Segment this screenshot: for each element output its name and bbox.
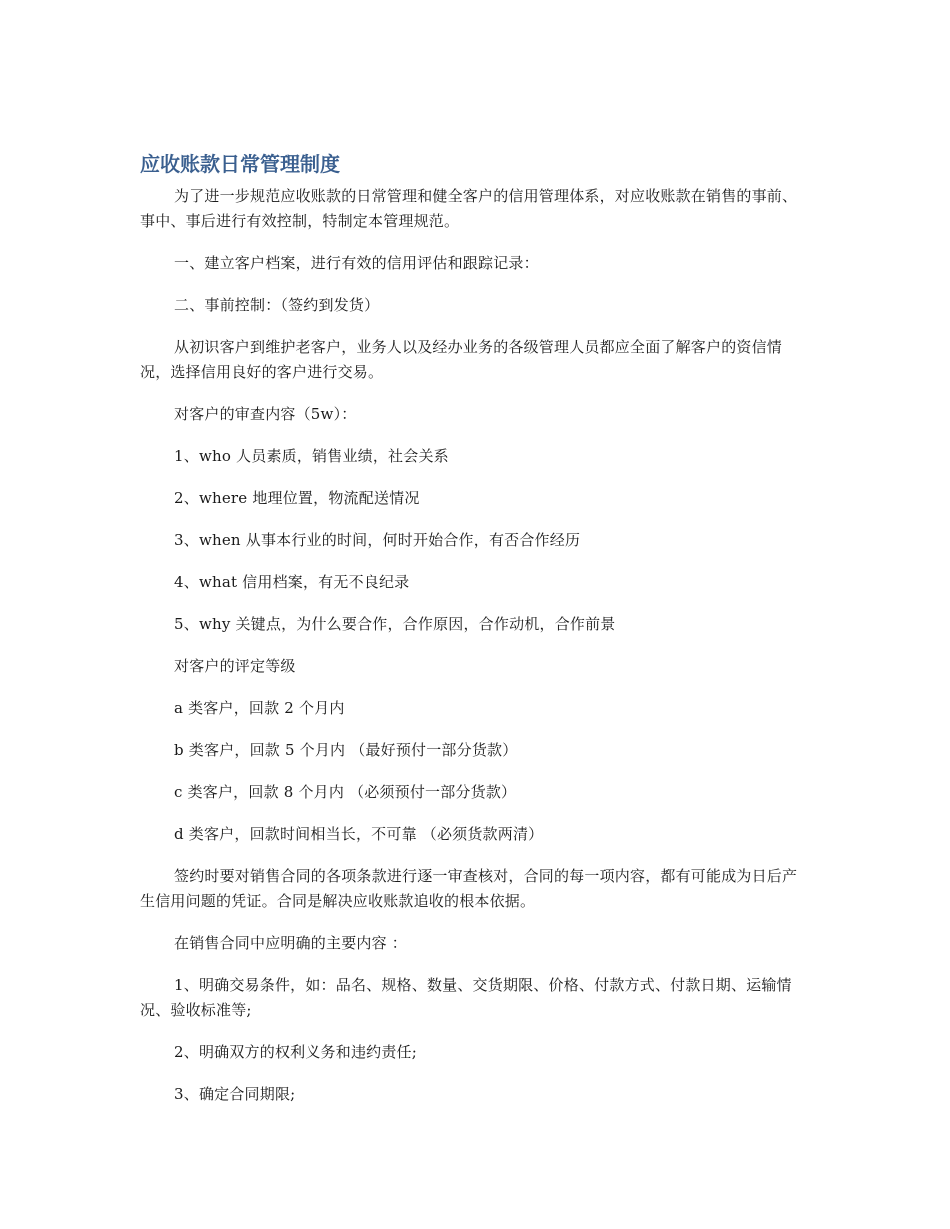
paragraph-section-2: 二、事前控制：（签约到发货） <box>174 296 380 314</box>
paragraph-customer-overview: 从初识客户到维护老客户，业务人以及经办业务的各级管理人员都应全面了解客户的资信情况，选择信用良好的客户进行交易。 <box>140 338 783 381</box>
document-title: 应收账款日常管理制度 <box>140 152 340 176</box>
paragraph-contract-review: 签约时要对销售合同的各项条款进行逐一审查核对，合同的每一项内容，都有可能成为日后产生信用问题的凭证。合同是解决应收账款追收的根本依据。 <box>140 867 798 910</box>
list-item-when: 3、when 从事本行业的时间，何时开始合作，有否合作经历 <box>174 531 581 549</box>
rating-d: d 类客户，回款时间相当长，不可靠 （必须货款两清） <box>174 825 544 843</box>
paragraph-intro: 为了进一步规范应收账款的日常管理和健全客户的信用管理体系，对应收账款在销售的事前、事中、事后进行有效控制，特制定本管理规范。 <box>140 187 798 230</box>
contract-item-3: 3、确定合同期限; <box>174 1085 296 1103</box>
paragraph-contract-content-heading: 在销售合同中应明确的主要内容 ： <box>174 934 407 952</box>
rating-a: a 类客户，回款 2 个月内 <box>174 699 345 717</box>
paragraph-rating-heading: 对客户的评定等级 <box>174 657 296 675</box>
list-item-where: 2、where 地理位置，物流配送情况 <box>174 489 420 507</box>
contract-item-1: 1、明确交易条件，如：品名、规格、数量、交货期限、价格、付款方式、付款日期、运输情况、验收标准等; <box>140 976 792 1019</box>
paragraph-section-1: 一、建立客户档案，进行有效的信用评估和跟踪记录： <box>174 254 539 272</box>
list-item-why: 5、why 关键点，为什么要合作，合作原因，合作动机，合作前景 <box>174 615 616 633</box>
list-item-who: 1、who 人员素质，销售业绩，社会关系 <box>174 447 449 465</box>
document-page <box>140 150 808 1124</box>
contract-item-2: 2、明确双方的权利义务和违约责任; <box>174 1043 417 1061</box>
rating-b: b 类客户，回款 5 个月内 （最好预付一部分货款） <box>174 741 518 759</box>
paragraph-review-heading: 对客户的审查内容（5w）： <box>174 405 357 423</box>
list-item-what: 4、what 信用档案，有无不良纪录 <box>174 573 410 591</box>
rating-c: c 类客户，回款 8 个月内 （必须预付一部分货款） <box>174 783 517 801</box>
